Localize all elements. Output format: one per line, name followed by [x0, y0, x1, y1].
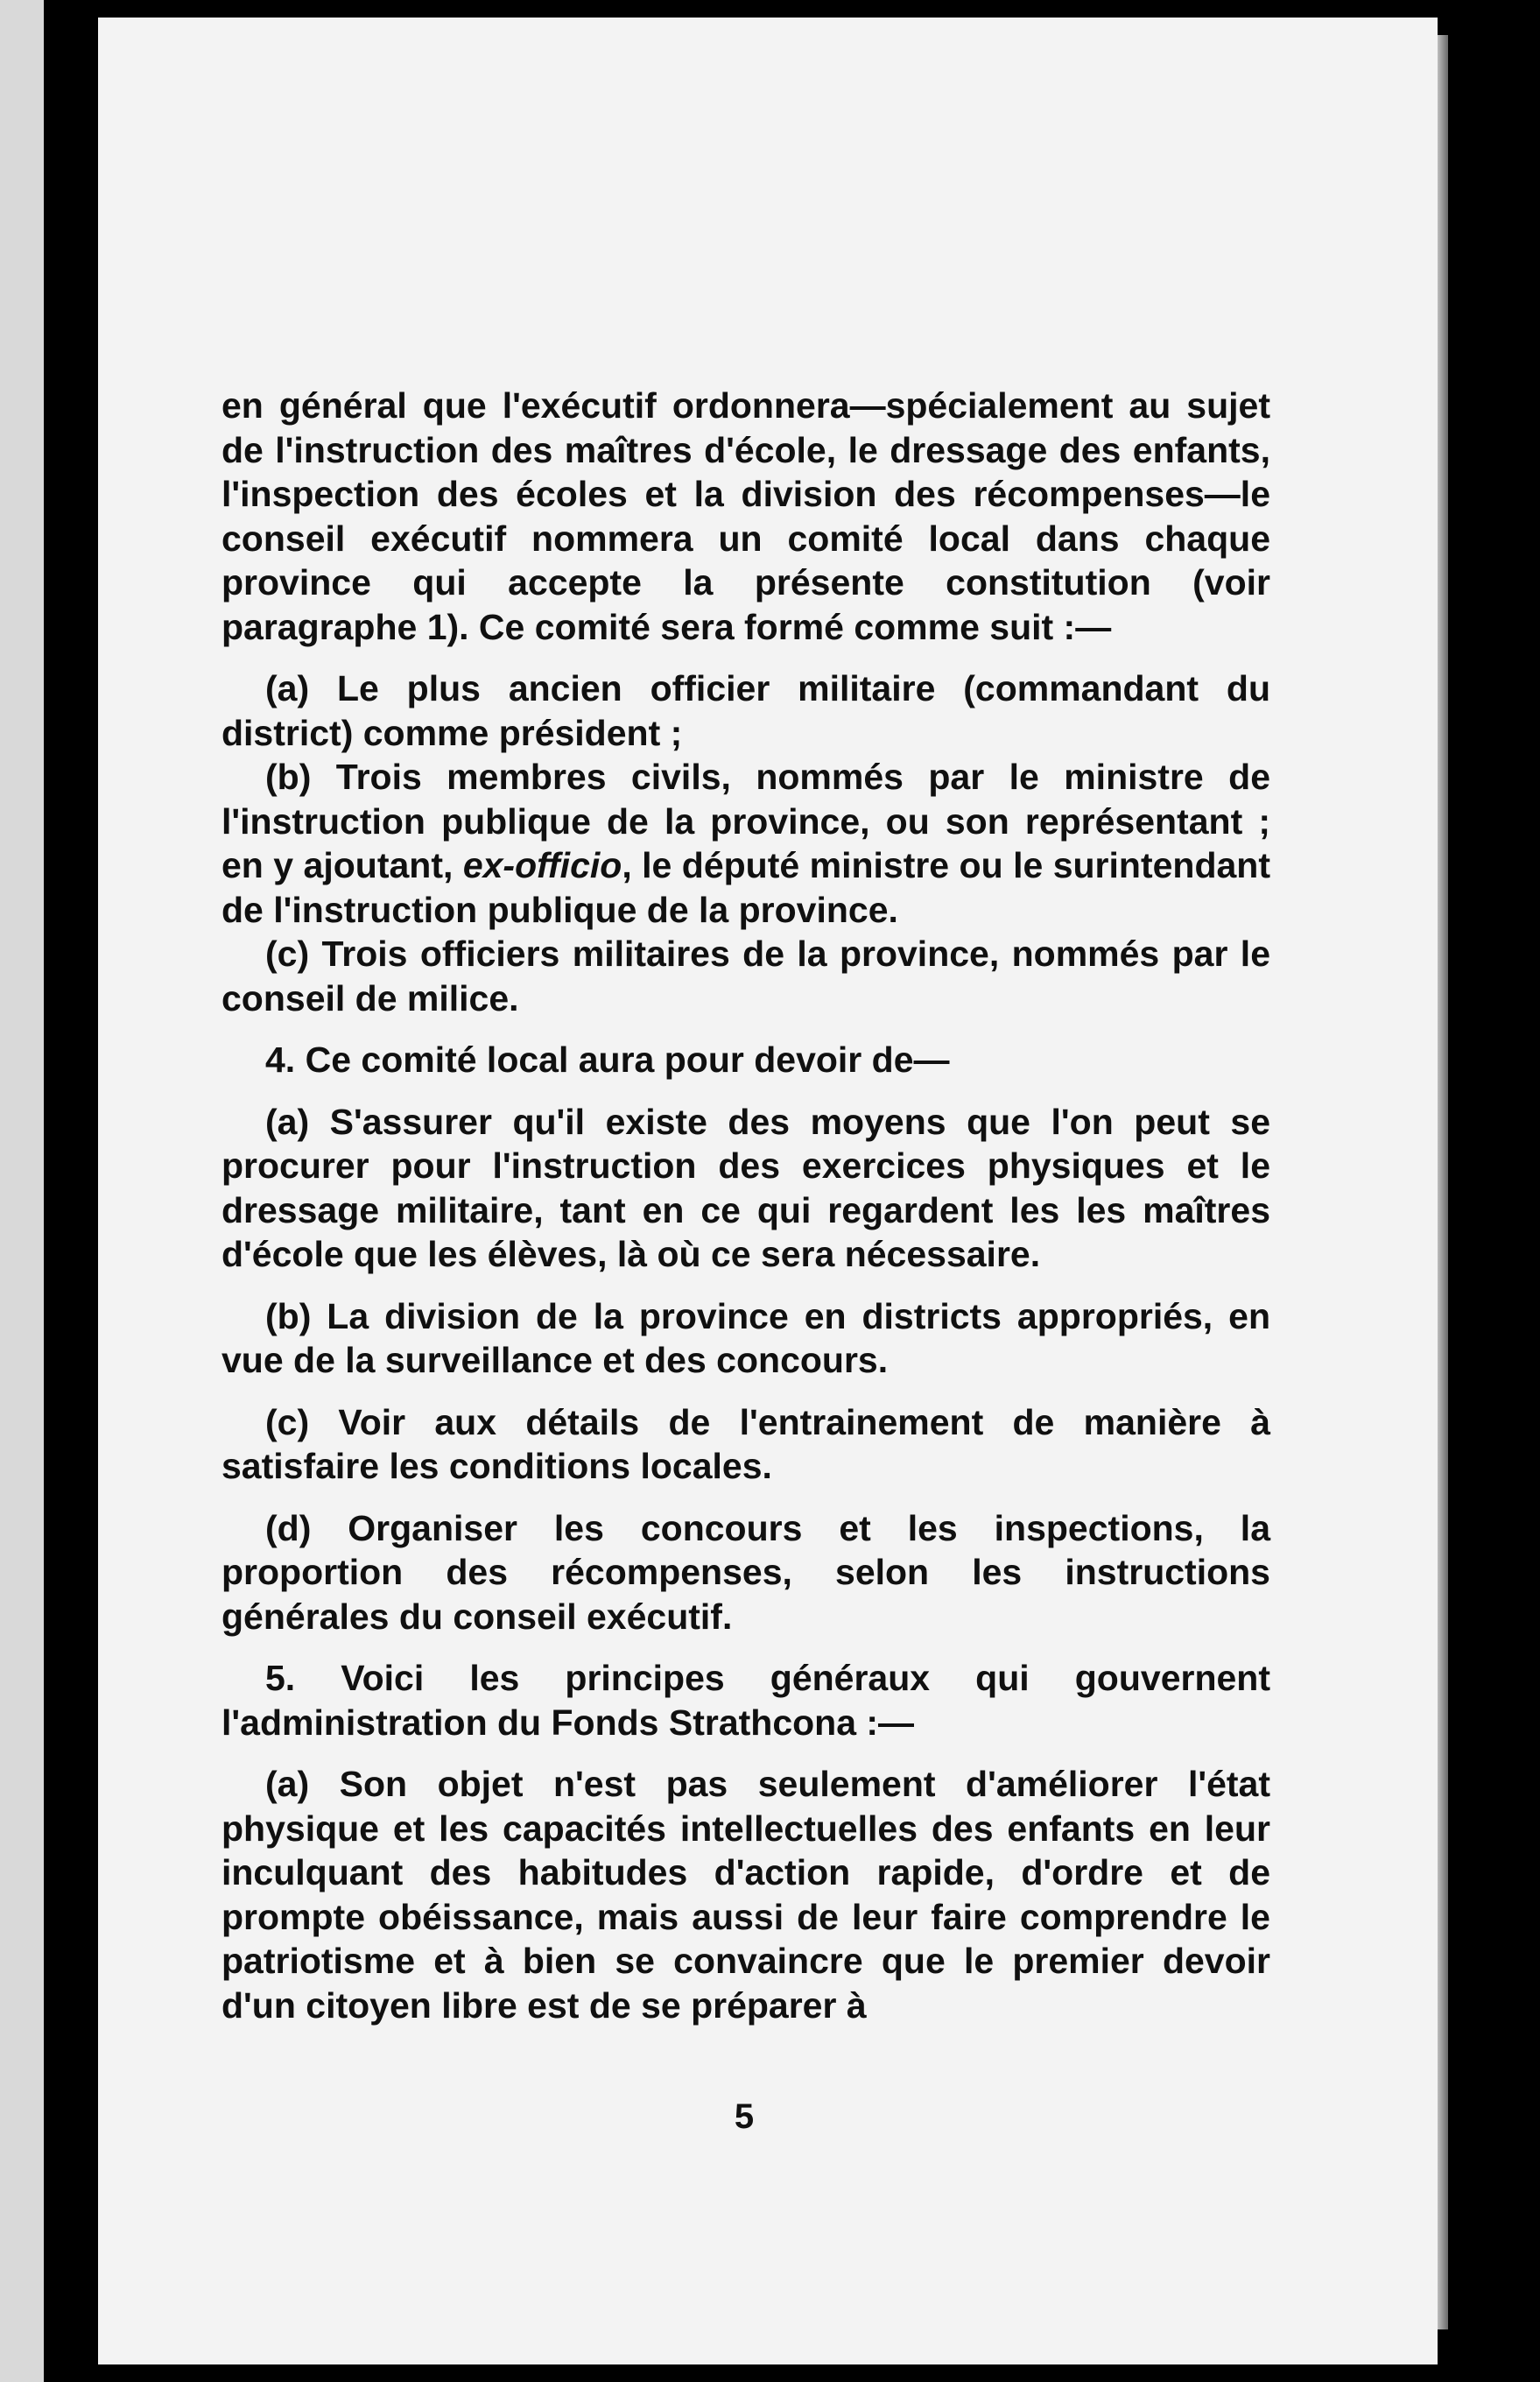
page-number: 5 [734, 2097, 755, 2136]
item-3b-text-after: , le député ministre ou le surintendant de l'instruction publique de la province. [222, 845, 1270, 930]
paragraph-item-5a: (a) Son objet n'est pas seulement d'améliorer l'état physique et les capacités intellectuelles des enfants en leur inculquant des habitudes d'action rapide, d'ordre et de prompte obéissance, mais aussi de leur faire comprendre le patriotisme et à bien se convaincre que le premier devoir d'un citoyen libre est de se préparer à [222, 1764, 1270, 2026]
paragraph-section-4: 4. Ce comité local aura pour devoir de— [265, 1039, 950, 1080]
paragraph-item-3c: (c) Trois officiers militaires de la province, nommés par le conseil de milice. [222, 934, 1270, 1018]
item-3b-text-before: (b) Trois membres civils, nommés par le ministre de l'instruction publique de la province, ou son représentant ; en y ajoutant, [222, 757, 1270, 885]
paragraph-item-3b [222, 755, 1270, 932]
paragraph-item-4a: (a) S'assurer qu'il existe des moyens que l'on peut se procurer pour l'instruction des exercices physiques et le dressage militaire, tant en ce qui regardent les les maîtres d'école que les élèves, là où ce sera nécessaire. [222, 1101, 1270, 1274]
paragraph-intro: en général que l'exécutif ordonnera—spécialement au sujet de l'instruction des maîtres d'école, le dressage des enfants, l'inspection des écoles et la division des récompenses—le conseil exécutif nommera un comité local dans chaque province qui accepte la présente constitution (voir paragraphe 1). Ce comité sera formé comme suit :— [222, 385, 1270, 647]
page-binding-edge [1438, 35, 1448, 2329]
paragraph-section-5: 5. Voici les principes généraux qui gouvernent l'administration du Fonds Strathcona :— [222, 1658, 1270, 1743]
paragraph-item-4b: (b) La division de la province en districts appropriés, en vue de la surveillance et des concours. [222, 1295, 1270, 1380]
body-text [222, 384, 1270, 2027]
paragraph-item-4d: (d) Organiser les concours et les inspections, la proportion des récompenses, selon les instructions générales du conseil exécutif. [222, 1507, 1270, 1637]
adjacent-page-edge [0, 0, 44, 2382]
paragraph-item-4c: (c) Voir aux détails de l'entrainement de manière à satisfaire les conditions locales. [222, 1401, 1270, 1486]
latin-term: ex-officio [462, 845, 622, 885]
paragraph-item-3a: (a) Le plus ancien officier militaire (commandant du district) comme président ; [222, 668, 1270, 753]
